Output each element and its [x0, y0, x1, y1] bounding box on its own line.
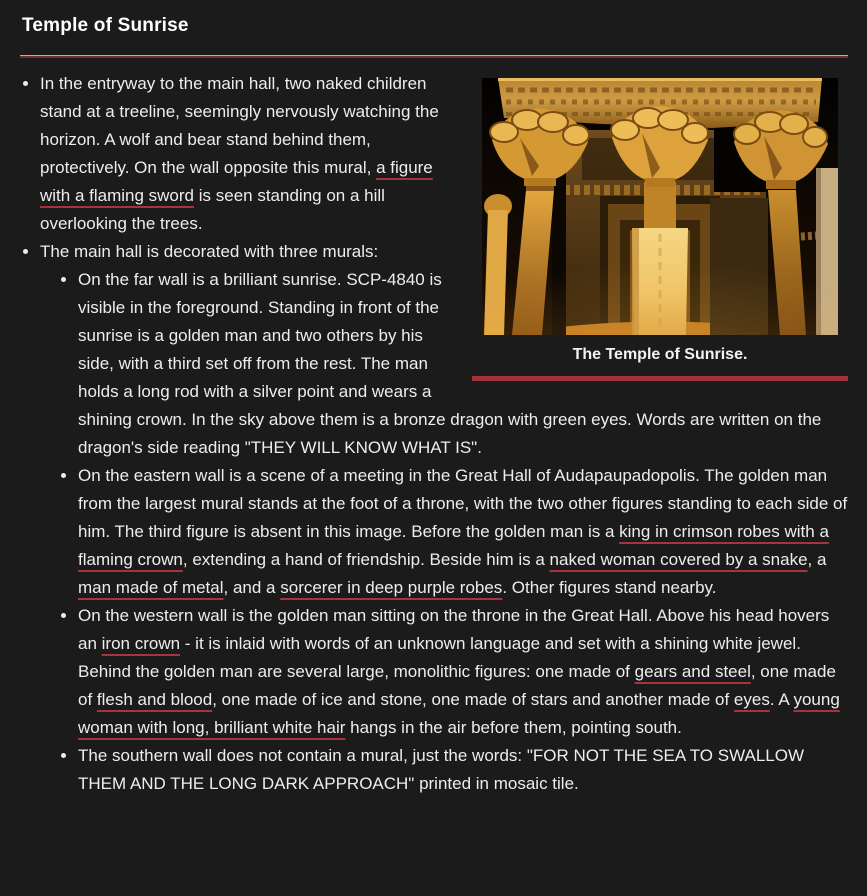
image-caption: The Temple of Sunrise.	[572, 346, 748, 363]
wiki-link[interactable]: young woman with long, brilliant white hair	[78, 690, 840, 737]
page-title: Temple of Sunrise	[22, 15, 189, 36]
text-run: On the eastern wall is a scene of a meeting in the Great Hall of Audapaupadopolis. The golden man from the largest mural stands at the foot of a throne, with the two other figures standing to each side of him. The third figure is absent in this image. Before the golden man is a	[78, 466, 848, 541]
wiki-link[interactable]: king in crimson robes with a flaming crown	[78, 522, 829, 569]
text-run: . Other figures stand nearby.	[502, 578, 717, 597]
text-run: . A	[769, 690, 794, 709]
wiki-link[interactable]: iron crown	[101, 634, 181, 653]
list-item	[78, 602, 848, 742]
text-run: hangs in the air before them, pointing south.	[345, 718, 682, 737]
wiki-link[interactable]: naked woman covered by a snake	[549, 550, 808, 569]
text-run: - it is inlaid with words of an unknown language and set with a shining white jewel. Behind the golden man are several large, monolithic figures: one made of	[78, 634, 801, 681]
list-item	[78, 742, 848, 798]
text-run: The main hall is decorated with three murals:	[40, 242, 379, 261]
wiki-link[interactable]: sorcerer in deep purple robes	[280, 578, 503, 597]
text-run: is seen standing on a hill overlooking the trees.	[40, 186, 385, 233]
image-block-divider	[472, 376, 848, 381]
wiki-link[interactable]: man made of metal	[78, 578, 224, 597]
text-run: , a	[807, 550, 827, 569]
wiki-link[interactable]: gears and steel	[634, 662, 751, 681]
text-run: , one made of	[78, 662, 836, 709]
text-run: , one made of ice and stone, one made of stars and another made of	[212, 690, 734, 709]
list-item	[78, 462, 848, 602]
image-block	[472, 78, 848, 381]
text-run: , and a	[223, 578, 281, 597]
text-run: On the western wall is the golden man sitting on the throne in the Great Hall. Above his head hovers an	[78, 606, 830, 653]
temple-photo	[482, 78, 838, 335]
title-divider	[20, 55, 848, 58]
wiki-link[interactable]: flesh and blood	[96, 690, 213, 709]
text-run: , extending a hand of friendship. Beside him is a	[182, 550, 550, 569]
text-run: In the entryway to the main hall, two naked children stand at a treeline, seemingly nervously watching the horizon. A wolf and bear stand behind them, protectively. On the wall opposite this mural,	[40, 74, 439, 177]
wiki-link[interactable]: a figure with a flaming sword	[40, 158, 433, 205]
wiki-link[interactable]: eyes	[733, 690, 770, 709]
text-run: On the far wall is a brilliant sunrise. SCP-4840 is visible in the foreground. Standing in front of the sunrise is a golden man and two others by his side, with a third set off from the rest. The man holds a long rod with a silver point and wears a shining crown. In the sky above them is a bronze dragon with green eyes. Words are written on the dragon's side reading "THEY WILL KNOW WHAT IS".	[78, 270, 822, 457]
text-run: The southern wall does not contain a mural, just the words: "FOR NOT THE SEA TO SWALLOW THEM AND THE LONG DARK APPROACH" printed in mosaic tile.	[78, 746, 804, 793]
